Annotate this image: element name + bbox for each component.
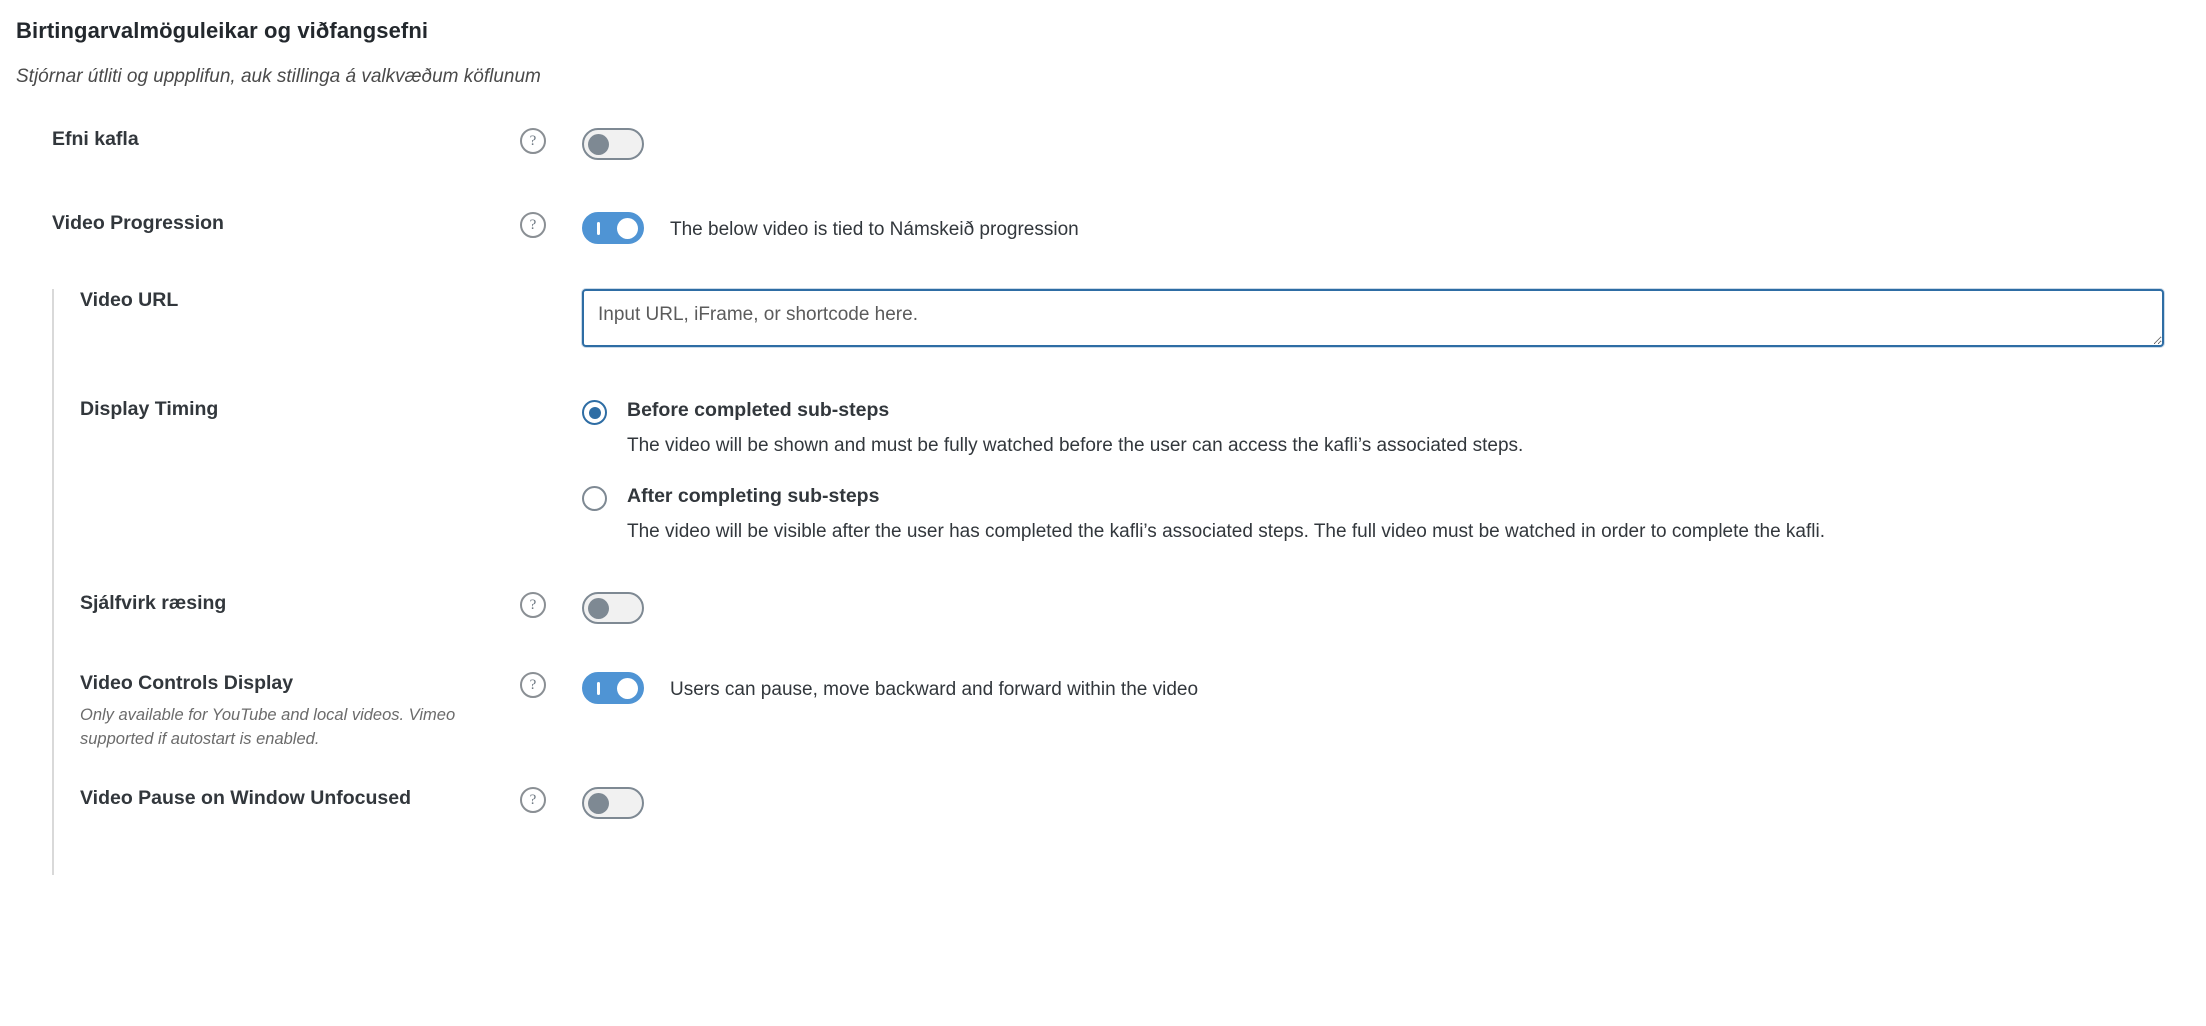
label-cell-video-progression	[0, 212, 520, 235]
field-label-video-url: Video URL	[80, 289, 179, 312]
radio-group-display-timing	[582, 398, 2206, 570]
help-icon[interactable]: ?	[520, 787, 546, 813]
toggle-knob	[588, 793, 609, 814]
help-icon[interactable]: ?	[520, 592, 546, 618]
radio-body-before	[627, 398, 1523, 460]
field-label-video-progression: Video Progression	[52, 212, 224, 234]
field-label-display-timing: Display Timing	[80, 398, 219, 421]
label-cell-display-timing	[0, 398, 520, 421]
toggle-bar	[597, 222, 600, 235]
toggle-knob	[617, 218, 638, 239]
radio-description-after: The video will be visible after the user has completed the kafli’s associated steps. The full video must be watched in order to complete the kafli.	[627, 520, 1825, 542]
row-display-timing	[0, 398, 2206, 570]
help-wrap-video-pause-unfocused	[520, 787, 582, 813]
toggle-autostart[interactable]	[582, 592, 644, 624]
nested-bottom-spacer	[0, 819, 2206, 875]
settings-rows	[0, 128, 2206, 875]
field-label-video-pause-unfocused: Video Pause on Window Unfocused	[80, 787, 411, 810]
field-label-video-controls-display: Video Controls Display	[80, 672, 294, 695]
label-cell-video-pause-unfocused	[0, 787, 520, 810]
control-cell-video-progression	[582, 212, 2206, 245]
row-video-url	[0, 289, 2206, 352]
label-cell-section-content	[0, 128, 520, 151]
toggle-video-controls-display[interactable]	[582, 672, 644, 704]
control-cell-video-url	[582, 289, 2206, 352]
toggle-knob	[617, 678, 638, 699]
help-icon[interactable]: ?	[520, 672, 546, 698]
status-text-video-progression: The below video is tied to Námskeið progression	[670, 219, 1079, 240]
radio-label-after: After completing sub-steps	[627, 485, 880, 508]
label-cell-autostart	[0, 592, 520, 615]
row-video-pause-unfocused	[0, 787, 2206, 819]
toggle-knob	[588, 598, 609, 619]
row-video-progression	[0, 212, 2206, 245]
help-wrap-video-controls-display	[520, 672, 582, 698]
radio-label-before: Before completed sub-steps	[627, 399, 890, 422]
row-video-controls-display	[0, 672, 2206, 751]
toggle-video-progression[interactable]	[582, 212, 644, 244]
help-wrap-autostart	[520, 592, 582, 618]
label-cell-video-url	[0, 289, 520, 312]
field-label-section-content: Efni kafla	[52, 128, 139, 150]
field-label-autostart: Sjálfvirk ræsing	[80, 592, 227, 615]
field-note-video-controls-display: Only available for YouTube and local videos. Vimeo supported if autostart is enabled.	[80, 706, 456, 748]
status-text-video-controls-display: Users can pause, move backward and forward within the video	[670, 679, 1199, 701]
help-icon[interactable]: ?	[520, 212, 546, 238]
toggle-section-content[interactable]	[582, 128, 644, 160]
page-title: Birtingarvalmöguleikar og viðfangsefni	[16, 18, 429, 43]
label-cell-video-controls-display	[0, 672, 520, 751]
control-cell-video-pause-unfocused	[582, 787, 2206, 819]
row-autostart	[0, 592, 2206, 624]
radio-body-after	[627, 484, 1825, 546]
radio-option-after[interactable]	[582, 484, 2146, 546]
row-section-content	[0, 128, 2206, 160]
radio-button-before[interactable]	[582, 400, 607, 425]
help-wrap-video-progression	[520, 212, 582, 238]
toggle-knob	[588, 134, 609, 155]
control-cell-section-content	[582, 128, 2206, 160]
page-subtitle: Stjórnar útliti og uppplifun, auk stillinga á valkvæðum köflunum	[16, 66, 541, 87]
toggle-video-pause-unfocused[interactable]	[582, 787, 644, 819]
toggle-bar	[597, 682, 600, 695]
control-cell-video-controls-display	[582, 672, 2206, 705]
control-cell-autostart	[582, 592, 2206, 624]
radio-option-before[interactable]	[582, 398, 2146, 460]
nested-video-settings	[0, 289, 2206, 875]
help-wrap-section-content	[520, 128, 582, 154]
radio-description-before: The video will be shown and must be fully watched before the user can access the kafli’s associated steps.	[627, 434, 1524, 456]
help-icon[interactable]: ?	[520, 128, 546, 154]
video-url-input[interactable]	[582, 289, 2164, 347]
radio-button-after[interactable]	[582, 486, 607, 511]
